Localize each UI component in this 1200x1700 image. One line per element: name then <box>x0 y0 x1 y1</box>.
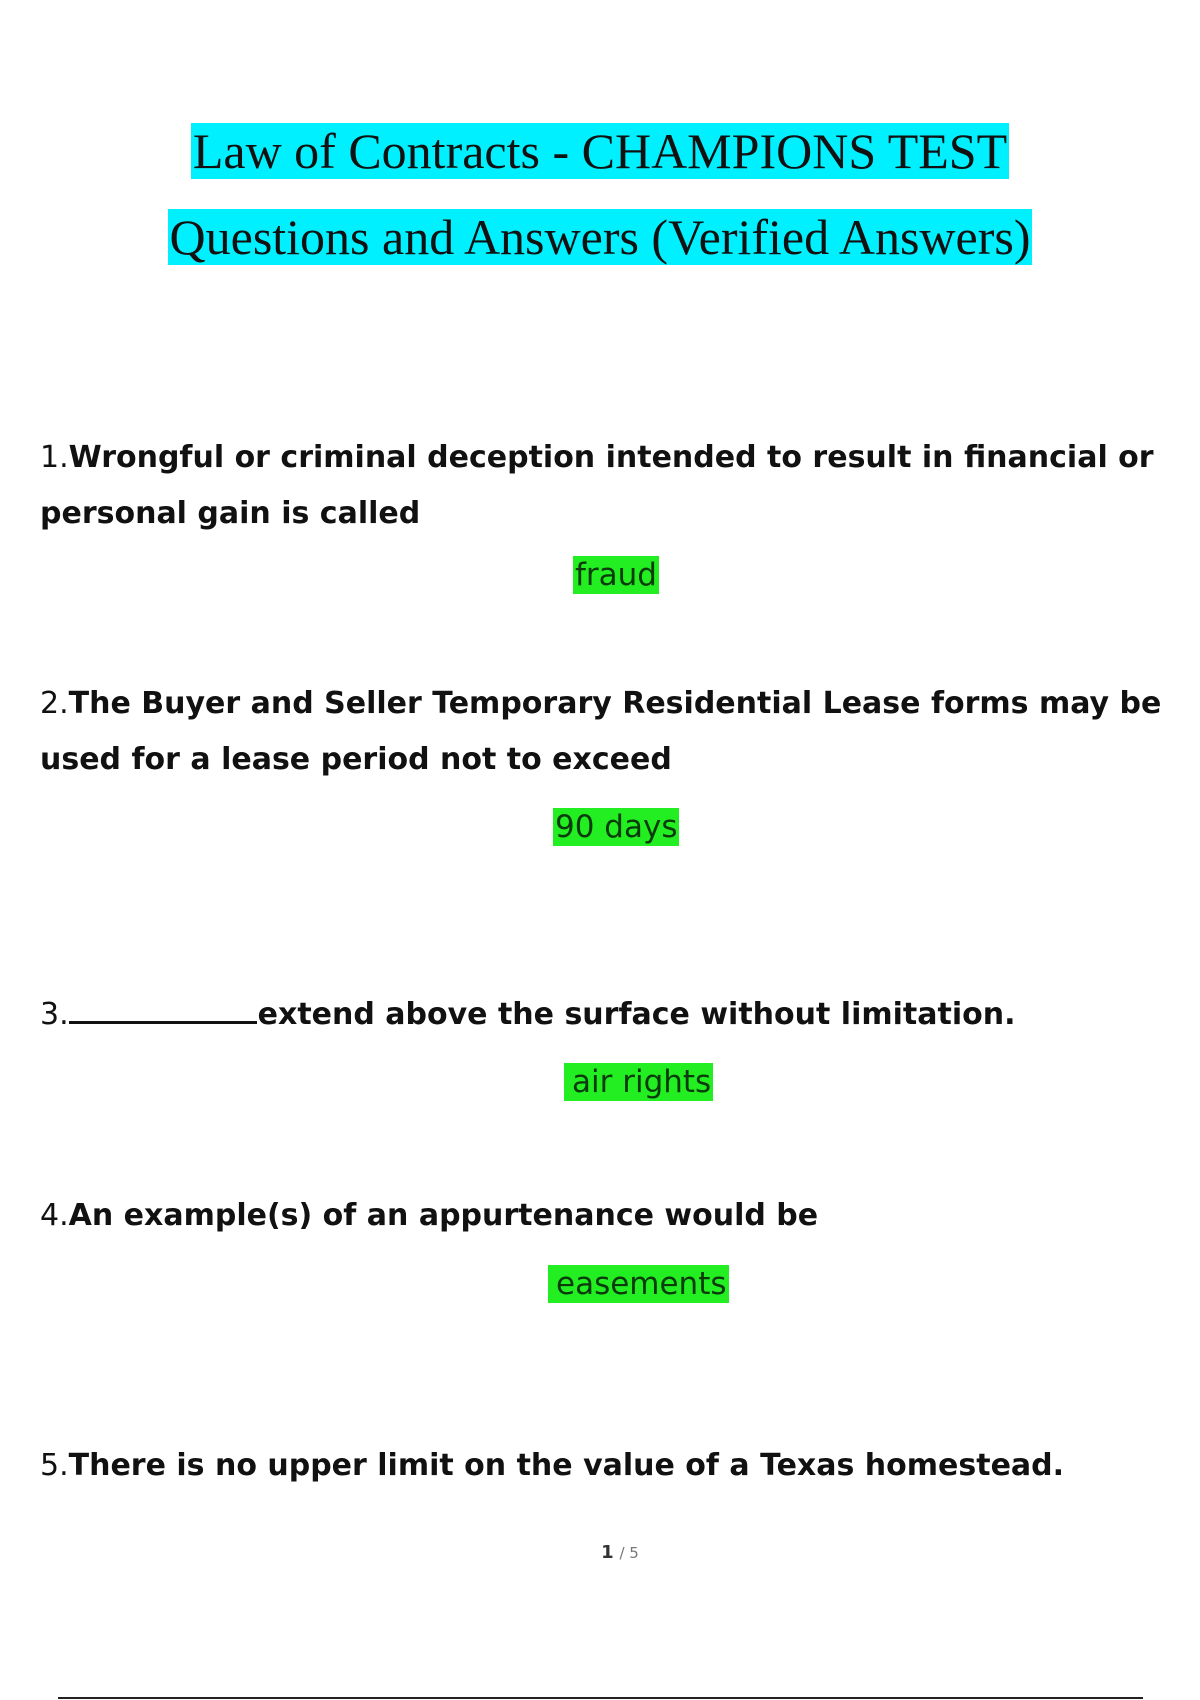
answer-2: 90 days <box>555 809 678 845</box>
question-number: 4. <box>40 1198 69 1233</box>
question-text: The Buyer and Seller Temporary Residential Lease forms may be used for a lease period not to exceed <box>40 686 1162 777</box>
title-highlight: Law of Contracts - CHAMPIONS TEST <box>192 123 1008 179</box>
answer-1: fraud <box>575 557 657 593</box>
page-current: 1 <box>601 1542 614 1563</box>
question-text: There is no upper limit on the value of a Texas homestead. <box>68 1448 1065 1483</box>
answer-4: easements <box>548 1265 729 1303</box>
question-4 <box>40 1188 1170 1244</box>
question-3 <box>40 987 1170 1043</box>
answer-3: air rights <box>564 1063 713 1101</box>
question-1 <box>40 430 1170 542</box>
question-text: Wrongful or criminal deception intended to result in financial or personal gain is called <box>40 440 1154 531</box>
question-text: extend above the surface without limitation. <box>257 997 1016 1032</box>
footer-divider <box>58 1697 1143 1699</box>
question-number: 5. <box>40 1448 69 1483</box>
title-highlight: Questions and Answers (Verified Answers) <box>169 209 1031 265</box>
question-2 <box>40 676 1170 788</box>
question-number: 3. <box>40 997 69 1032</box>
question-text: An example(s) of an appurtenance would be <box>68 1198 819 1233</box>
question-number: 1. <box>40 440 69 475</box>
question-number: 2. <box>40 686 69 721</box>
question-5 <box>40 1438 1170 1494</box>
document-title-line-2 <box>0 208 1200 266</box>
page-number <box>0 1542 1200 1563</box>
document-title-line-1 <box>0 122 1200 180</box>
page-total: / 5 <box>619 1544 639 1562</box>
fill-in-blank <box>69 991 257 1024</box>
